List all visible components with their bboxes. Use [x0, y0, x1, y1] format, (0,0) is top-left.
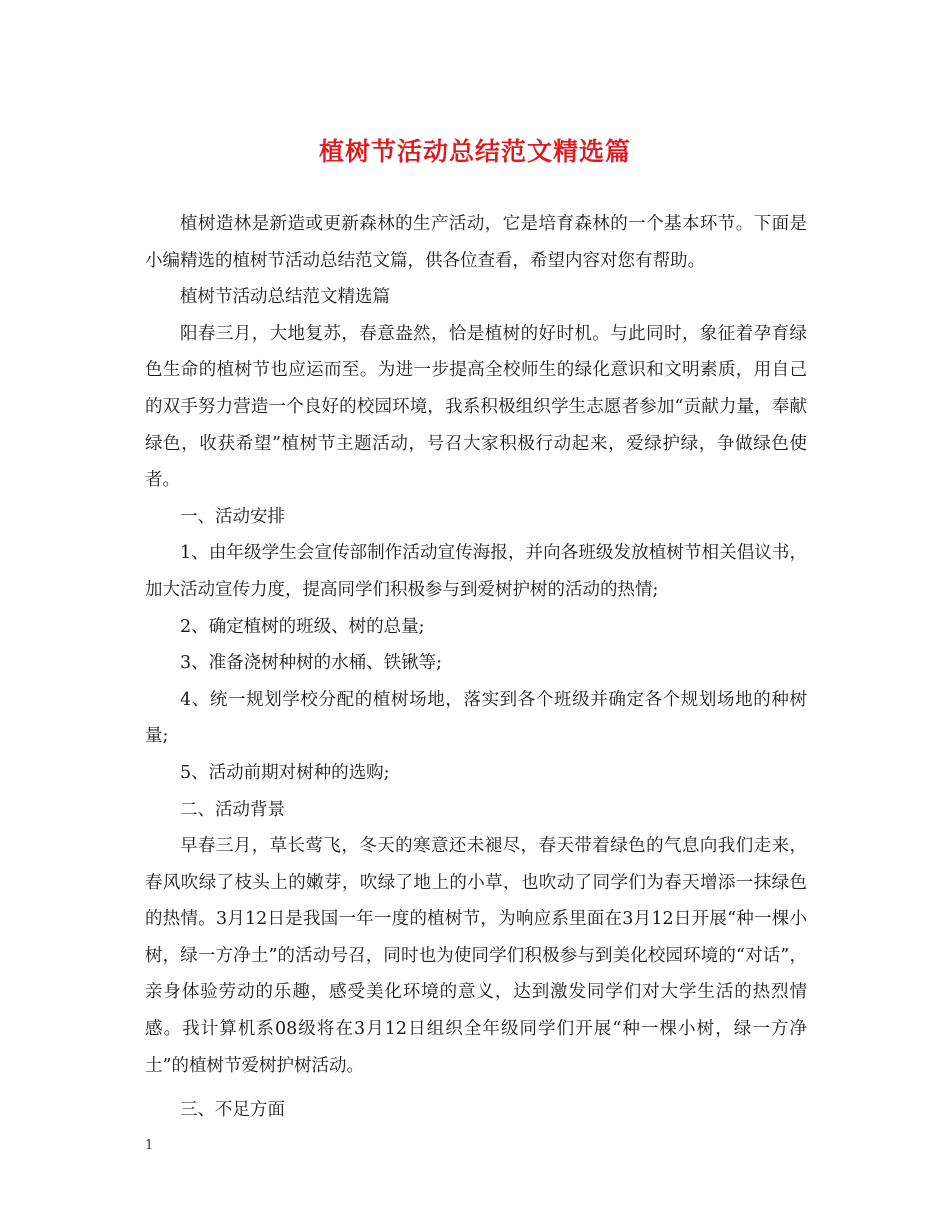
page-number: 1: [145, 1138, 154, 1153]
heading-activity-arrangement: 一、活动安排: [180, 506, 285, 527]
section-subtitle: 植树节活动总结范文精选篇: [180, 287, 390, 308]
heading-shortcomings: 三、不足方面: [180, 1100, 285, 1121]
list-item: 4、统一规划学校分配的植树场地，落实到各个班级并确定各个规划场地的种树量;: [145, 689, 807, 747]
intro-paragraph: 植树造林是新造或更新森林的生产活动，它是培育森林的一个基本环节。下面是小编精选的植树节活动总结范文篇，供各位查看，希望内容对您有帮助。: [145, 214, 807, 271]
list-item: 5、活动前期对树种的选购;: [180, 762, 390, 783]
document-title: 植树节活动总结范文精选篇: [318, 137, 631, 166]
document-body: [145, 206, 807, 1129]
heading-activity-background: 二、活动背景: [180, 799, 285, 820]
opening-paragraph: 阳春三月，大地复苏，春意盎然，恰是植树的好时机。与此同时，象征着孕育绿色生命的植树节也应运而至。为进一步提高全校师生的绿化意识和文明素质，用自己的双手努力营造一个良好的校园环境，我系积极组织学生志愿者参加“贡献力量，奉献绿色，收获希望”植树节主题活动，号召大家积极行动起来，爱绿护绿，争做绿色使者。: [145, 323, 807, 491]
list-item: 2、确定植树的班级、树的总量;: [180, 616, 425, 637]
list-item: 3、准备浇树种树的水桶、铁锹等;: [180, 653, 443, 674]
background-paragraph: 早春三月，草长莺飞，冬天的寒意还未褪尽，春天带着绿色的气息向我们走来，春风吹绿了枝头上的嫩芽，吹绿了地上的小草，也吹动了同学们为春天增添一抹绿色的热情。3月12日是我国一年一度的植树节，为响应系里面在3月12日开展“种一棵小树，绿一方净土”的活动号召，同时也为使同学们积极参与到美化校园环境的“对话”，亲身体验劳动的乐趣，感受美化环境的意义，达到激发同学们对大学生活的热烈情感。我计算机系08级将在3月12日组织全年级同学们开展“种一棵小树，绿一方净土”的植树节爱树护树活动。: [145, 836, 807, 1076]
list-item: 1、由年级学生会宣传部制作活动宣传海报，并向各班级发放植树节相关倡议书，加大活动宣传力度，提高同学们积极参与到爱树护树的活动的热情;: [145, 543, 807, 600]
